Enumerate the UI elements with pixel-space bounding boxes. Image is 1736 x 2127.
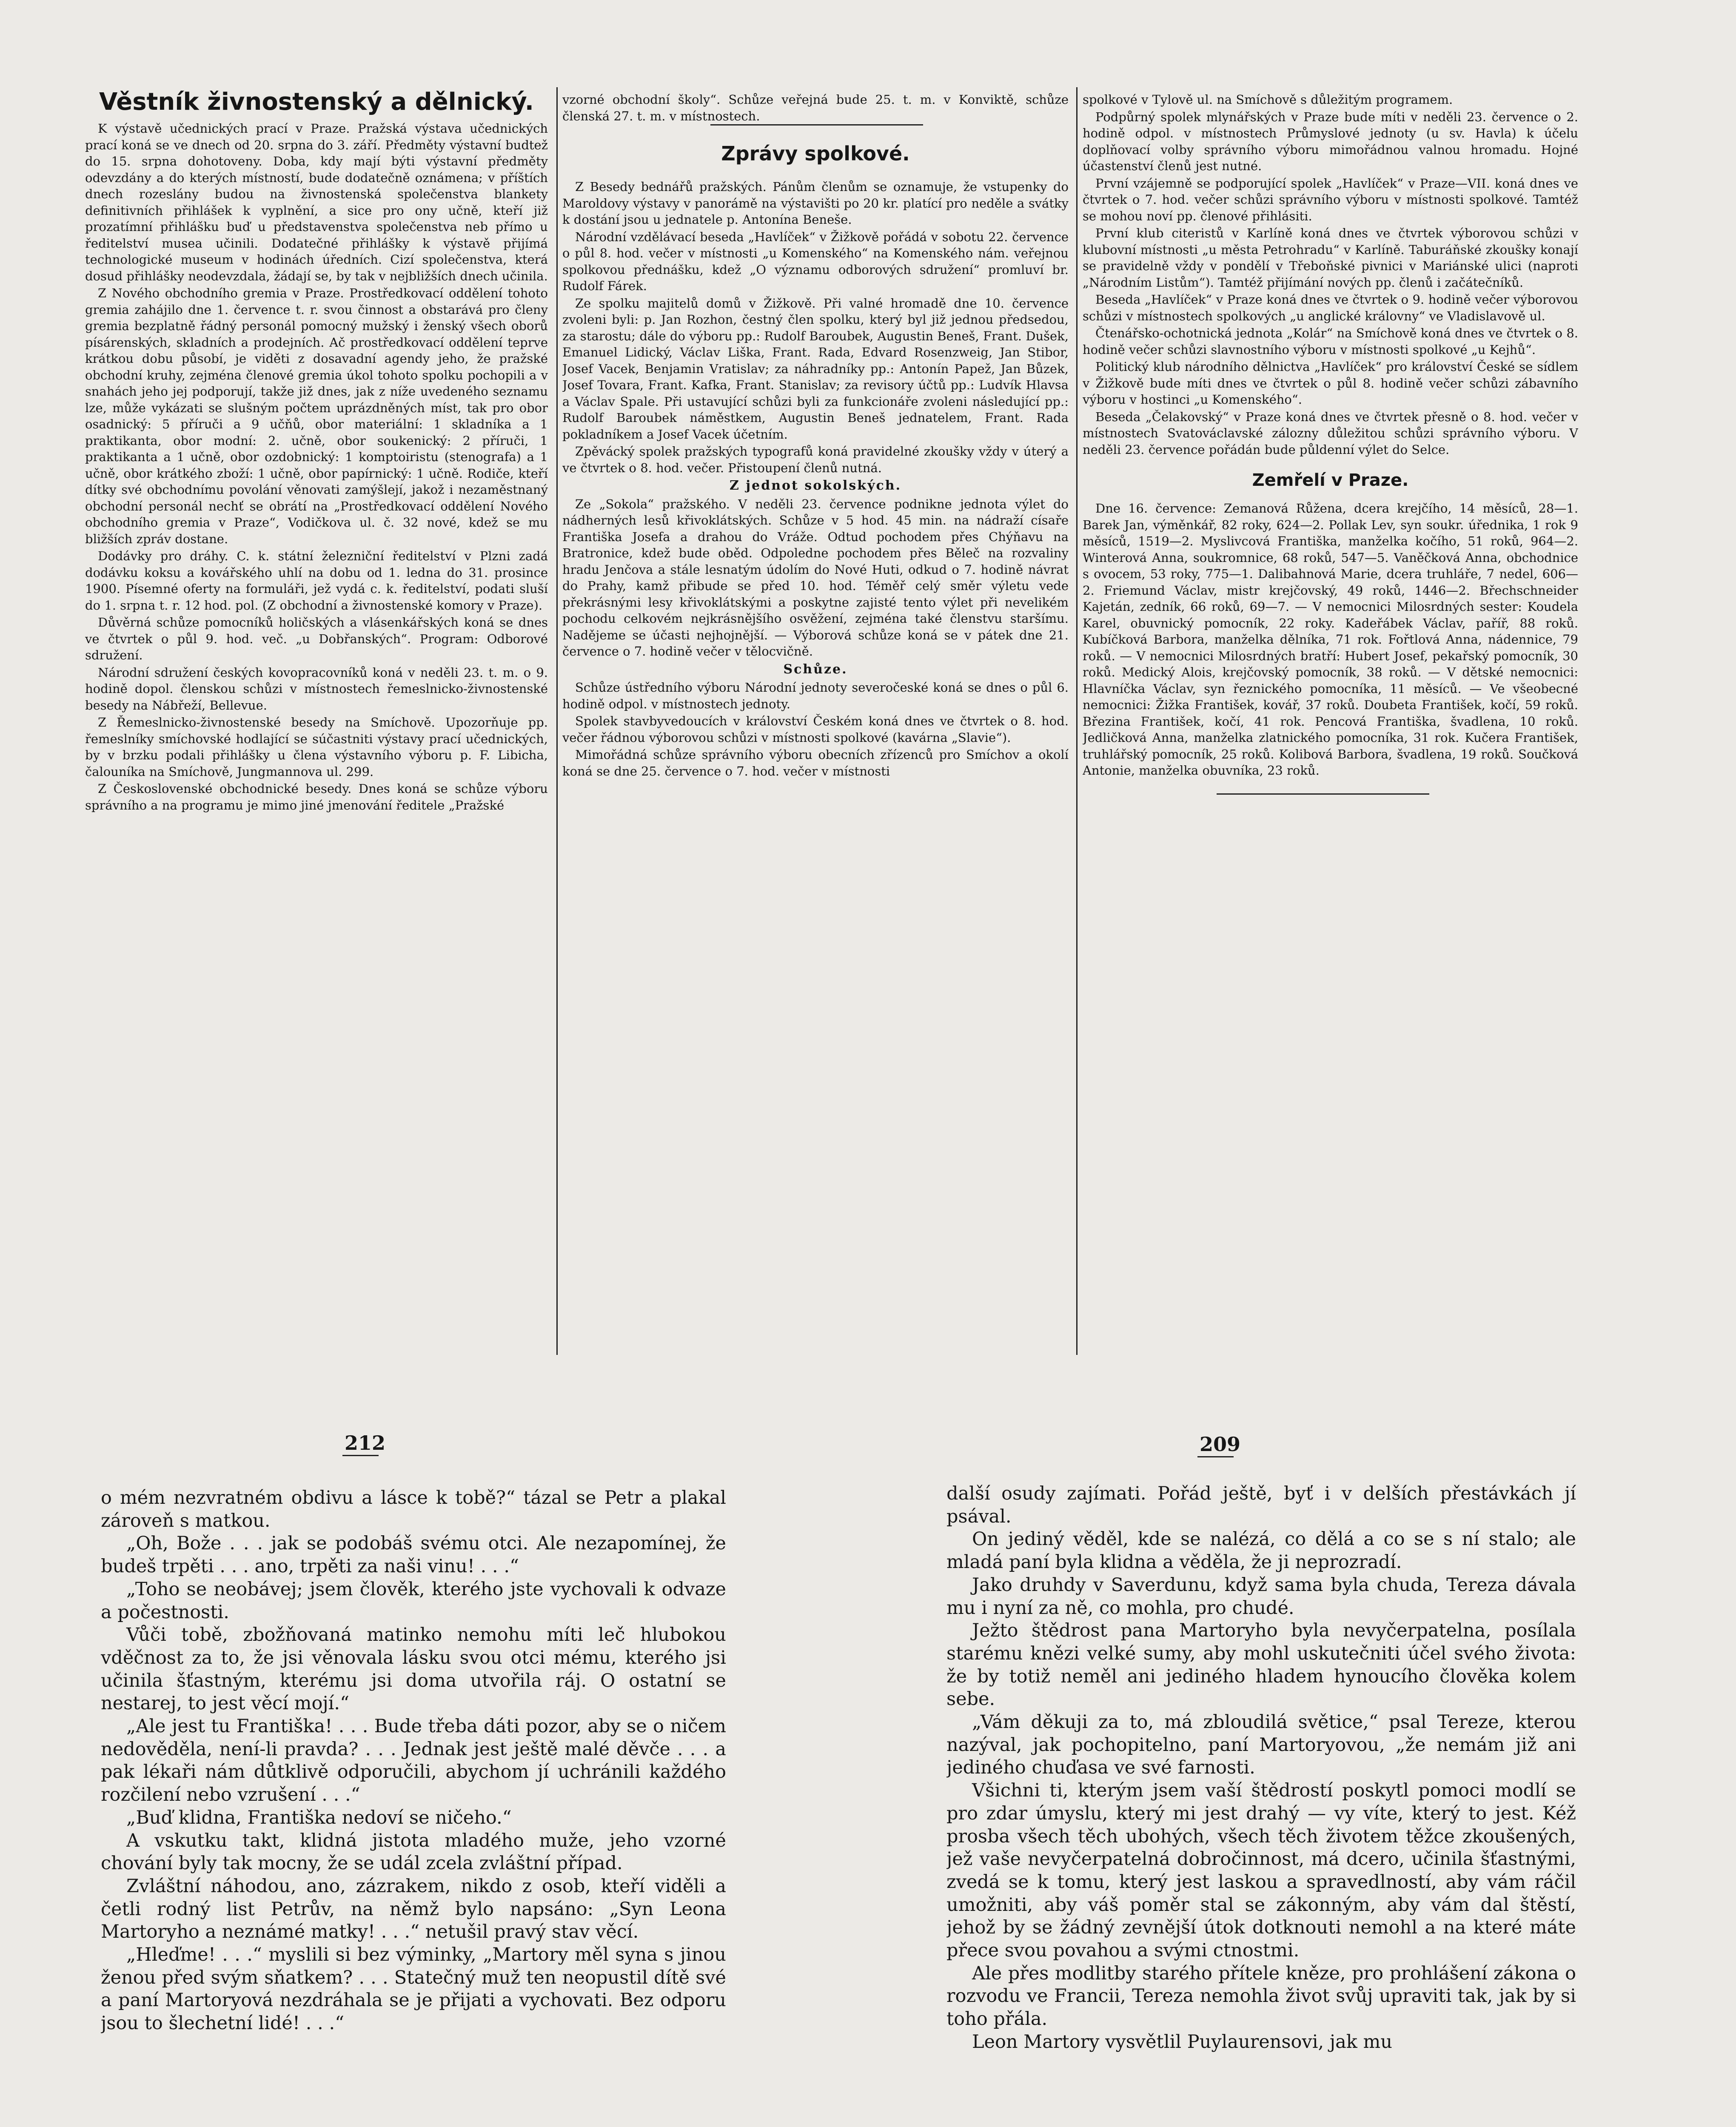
news-paragraph: Spolek stavbyvedoucích v království Českém koná dnes ve čtvrtek o 8. hod. večer řádnou výborovou schůzi v místnosti spolkové (kavárna „Slavie“). [562, 714, 1069, 745]
subsection-heading: Schůze. [783, 661, 848, 677]
section-heading: Zprávy spolkové. [721, 142, 910, 165]
news-paragraph: Z Československé obchodnické besedy. Dnes koná se schůze výboru správního a na programu je mimo jiné jmenování ředitele „Pražské [85, 781, 548, 813]
story-paragraph: Zvláštní náhodou, ano, zázrakem, nikdo z osob, kteří viděli a četli rodný list Petrův, na němž bylo napsáno: „Syn Leona Martoryho a neznámé matky! . . .“ netušil pravý stav věcí. [101, 1875, 726, 1943]
page-number-right: 209 [1200, 1433, 1241, 1456]
story-paragraph: Ale přes modlitby starého přítele kněze, pro prohlášení zákona o rozvodu ve Francii, Tereza nemohla život svůj upraviti tak, jak by si toho přála. [946, 1962, 1576, 2030]
story-paragraph: „Toho se neobávej; jsem člověk, kterého jste vychovali k odvaze a počestnosti. [101, 1578, 726, 1623]
story-paragraph: Všichni ti, kterým jsem vaší štědrostí poskytl pomoci modlí se pro zdar úmyslu, který mi jest drahý — vy víte, který to jest. Kéž prosba všech těch ubohých, všech těch životem těžce zkoušených, jež vaše nevyčerpatelná dobročinnost, má dcero, učinila šťastnými, zvedá se k tomu, který jest laskou a spravedlností, aby vám ráčil umožniti, aby váš poměr stal se zákonným, aby vám dal štěstí, jehož by se žádný zevnější útok dotknouti nemohl a na které máte přece svou povahou a svými ctnostmi. [946, 1780, 1576, 1962]
story-paragraph: On jediný věděl, kde se nalézá, co dělá a co se s ní stalo; ale mladá paní byla klidna a věděla, že ji neprozradí. [946, 1528, 1576, 1573]
news-paragraph: Čtenářsko-ochotnická jednota „Kolár“ na Smíchově koná dnes ve čtvrtek o 8. hodině večer schůzi slavnostního výboru v místnosti spolkové „u Kejhů“. [1083, 326, 1578, 357]
news-paragraph: Politický klub národního dělnictva „Havlíček“ pro království České se sídlem v Žižkově bude míti dnes ve čtvrtek o půl 8. hodině večer schůzi zábavního výboru v hostinci „u Komenského“. [1083, 359, 1578, 407]
news-paragraph: První klub citeristů v Karlíně koná dnes ve čtvrtek výborovou schůzi v klubovní místnosti „u města Petrohradu“ v Karlíně. Taburáňské zkoušky konají se pravidelně vždy v pondělí v Třeboňské pivnici v Mariánské ulici (naproti „Národním Listům“). Tamtéž přijímání nových pp. členů i začátečníků. [1083, 226, 1578, 290]
news-paragraph: Národní vzdělávací beseda „Havlíček“ v Žižkově pořádá v sobotu 22. července o půl 8. hod. večer v místnosti „u Komenského“ na Komenského nám. veřejnou spolkovou přednášku, kdež „O významu odborových sdružení“ promluví br. Rudolf Fárek. [562, 229, 1069, 293]
story-paragraph: „Oh, Bože . . . jak se podobáš svému otci. Ale nezapomínej, že budeš trpěti . . . ano, trpěti za naši vinu! . . .“ [101, 1533, 726, 1577]
news-paragraph: Schůze ústředního výboru Národní jednoty severočeské koná se dnes o půl 6. hodině odpol. v místnostech jednoty. [562, 680, 1069, 711]
story-right-page [946, 1483, 1576, 2127]
news-paragraph: Z Besedy bednářů pražských. Pánům členům se oznamuje, že vstupenky do Maroldovy výstavy v panorámě na výstavišti po 20 kr. platící pro neděle a svátky k dostání jsou u jednatele p. Antonína Beneše. [562, 180, 1069, 227]
subsection-heading: Z jednot sokolských. [729, 478, 902, 493]
story-paragraph: „Ale jest tu Františka! . . . Bude třeba dáti pozor, aby se o ničem nedověděla, není-li pravda? . . . Jednak jest ještě malé děvče . . . a pak lékaři nám důtklivě odporučili, abychom jí uchránili každého rozčilení nebo vzrušení . . .“ [101, 1716, 726, 1806]
page-number-underline [1197, 1456, 1234, 1457]
newspaper-column-2 [562, 91, 1069, 1355]
story-paragraph: Vůči tobě, zbožňovaná matinko nemohu míti leč hlubokou vděčnost za to, že jsi věnovala lásku svou otci mému, kterého jsi učinila šťastným, kterému jsi doma utvořila ráj. O ostatní se nestarej, to jest věcí mojí.“ [101, 1624, 726, 1714]
deaths-list: Dne 16. července: Zemanová Růžena, dcera krejčího, 14 měsíců, 28—1. Barek Jan, výměnkář, 82 roky, 624—2. Pollak Lev, syn soukr. úřednika, 1 rok 9 měsíců, 1519—2. Myslivcová Františka, manželka kočího, 51 roků, 964—2. Winterová Anna, soukromnice, 68 roků, 547—5. Vaněčková Anna, obchodnice s ovocem, 53 roky, 775—1. Dalibahnová Marie, dcera truhláře, 7 nedel, 606—2. Friemund Václav, mistr krejčovský, 49 roků, 1446—2. Břechschneider Kajetán, zedník, 66 roků, 69—7. — V nemocnici Milosrdných sester: Koudela Karel, obuvnický pomocník, 22 roky. Kadeřábek Václav, paříř, 88 roků. Kubíčková Barbora, manželka dělníka, 71 rok. Fořtlová Anna, nádennice, 79 roků. — V nemocnici Milosrdných bratří: Hubert Josef, pekařský pomocník, 30 roků. Medický Alois, krejčovský pomocník, 38 roků. — V dětské nemocnici: Hlavníčka Václav, syn řeznického pomocníka, 11 měsíců. — Ve všeobecné nemocnici: Žižka František, kovář, 37 roků. Doubeta František, kočí, 59 roků. Březina František, kočí, 41 rok. Pencová Františka, švadlena, 10 roků. Jedličková Anna, manželka zlatnického pomocníka, 31 rok. Kučera František, truhlářský pomocník, 25 roků. Kolibová Barbora, švadlena, 19 roků. Součková Antonie, manželka obuvníka, 23 roků. [1083, 501, 1578, 778]
story-paragraph: o mém nezvratném obdivu a lásce k tobě?“ tázal se Petr a plakal zároveň s matkou. [101, 1487, 726, 1531]
news-paragraph: Ze „Sokola“ pražského. V neděli 23. července podnikne jednota výlet do nádherných lesů křivoklátských. Schůze v 5 hod. 45 min. na nádraží císaře Františka Josefa a drahou do Vráže. Odtud pochodem přes Chýňavu na Bratronice, kdež bude oběd. Odpoledne pochodem přes Běleč na rozvaliny hradu Jenčova a stále lesnatým údolím do Nové Huti, odkud o 7. hodině návrat do Prahy, kamž přibude se před 10. hod. Téměř celý směr výletu vede překrásnými lesy křivoklátskými a poskytne zajisté tento výlet při nevelikém pochodu celkovém nejkrásnějšího osvěžení, zejména také členstvu staršímu. Nadějeme se účasti nejhojnější. — Výborová schůze koná se v pátek dne 21. července o 7. hodině večer v tělocvičně. [562, 496, 1069, 659]
column-rule [1076, 87, 1078, 1355]
news-paragraph: Národní sdružení českých kovopracovníků koná v neděli 23. t. m. o 9. hodině dopol. členskou schůzi v místnostech řemeslnicko-živnostenské besedy na Nábřeží, Bellevue. [85, 665, 548, 713]
column-rule [556, 87, 558, 1355]
story-paragraph: další osudy zajímati. Pořád ještě, byť i v delších přestávkách jí psával. [946, 1483, 1576, 1527]
news-paragraphs [85, 120, 548, 813]
story-paragraph: Ježto štědrost pana Martoryho byla nevyčerpatelna, posílala starému knězi velké sumy, aby mohl uskutečniti účel svého života: že by totiž neměl ani jediného hladem hynoucího člověka kolem sebe. [946, 1620, 1576, 1710]
page-number-left: 212 [345, 1431, 386, 1454]
news-paragraph: spolkové v Tylově ul. na Smíchově s důležitým programem. [1083, 92, 1453, 107]
newspaper-column-1 [85, 87, 548, 1355]
story-paragraph: Leon Martory vysvětlil Puylaurensovi, jak mu [972, 2031, 1392, 2053]
news-paragraph: vzorné obchodní školy“. Schůze veřejná bude 25. t. m. v Konviktě, schůze členská 27. t. m. v místnostech. [562, 92, 1069, 123]
news-paragraph: Beseda „Havlíček“ v Praze koná dnes ve čtvrtek o 9. hodině večer výborovou schůzi v místnostech spolkových „u anglické královny“ ve Vladislavově ul. [1083, 292, 1578, 323]
story-paragraph: „Hleďme! . . .“ myslili si bez výminky, „Martory měl syna s jinou ženou před svým sňatkem? . . . Statečný muž ten neopustil dítě své a paní Martoryová nezdráhala se je přijati a vychovati. Bez odporu jsou to šlechetní lidé! . . .“ [101, 1944, 726, 2034]
news-paragraph: Mimořádná schůze správního výboru obecních zřízenců pro Smíchov a okolí koná se dne 25. července o 7. hod. večer v místnosti [562, 747, 1069, 778]
story-paragraph: A vskutku takt, klidná jistota mladého muže, jeho vzorné chování byly tak mocny, že se udál zcela zvláštní případ. [101, 1830, 726, 1874]
news-paragraph: Ze spolku majitelů domů v Žižkově. Při valné hromadě dne 10. července zvoleni byli: p. Jan Rozhon, čestný člen spolku, který byl již jednou předsedou, za starostu; dále do výboru pp.: Rudolf Baroubek, Augustin Beneš, Frant. Dušek, Emanuel Lidický, Václav Liška, Frant. Rada, Edvard Rosenzweig, Jan Stibor, Josef Vacek, Benjamin Vratislav; za náhradníky pp.: Antonín Papež, Jan Bůzek, Josef Tovara, Frant. Kafka, Frant. Stanislav; za revisory účtů pp.: Ludvík Hlavsa a Václav Spale. Při ustavující schůzi byli za funkcionáře zvoleni následující pp.: Rudolf Baroubek náměstkem, Augustin Beneš jednatelem, Frant. Rada pokladníkem a Josef Vacek účetním. [562, 296, 1069, 442]
news-paragraph: Z Nového obchodního gremia v Praze. Prostředkovací oddělení tohoto gremia zahájilo dne 1. července t. r. svou činnost a obstarává pro členy gremia bezplatně řádný personál pomocný mužský i ženský všech oborů písárenských, skladních a prodejních. Ač prostředkovací oddělení teprve krátkou dobu působí, je viděti z dosavadní agendy jeho, že pražské obchodní kruhy, zejména členové gremia úkol tohoto spolku pochopili a v snahách jeho jej podporují, takže již dnes, jak z níže uvedeného seznamu lze, může vykázati se slušným počtem uprázdněných míst, tak pro obor osadnický: 5 příruči a 9 učňů, obor materiální: 1 skladníka a 1 praktikanta, obor modní: 2. učně, obor soukenický: 2 příruči, 1 praktikanta a 1 učně, obor ozdobnický: 1 komptoiristu (stenografa) a 1 učně, obor krátkého zboží: 1 učně, obor papírnický: 1 učně. Rodiče, kteří dítky své obchodnímu povolání věnovati zamýšlejí, jakož i nezaměstnaný obchodní personál nechť se obrátí na „Prostředkovací oddělení Nového obchodního gremia v Praze“, Vodičkova ul. č. 32 nové, kdež se mu bližších zpráv dostane. [85, 286, 548, 546]
news-paragraph: Důvěrná schůze pomocníků holičských a vlásenkářských koná se dnes ve čtvrtek o půl 9. hod. več. „u Dobřanských“. Program: Odborové sdružení. [85, 615, 548, 662]
story-paragraph: „Vám děkuji za to, má zbloudilá světice,“ psal Tereze, kterou nazýval, jak pochopitelno, paní Martoryovou, „že nemám již ani jediného chuďasa ve své farnosti. [946, 1711, 1576, 1779]
news-paragraph: První vzájemně se podporující spolek „Havlíček“ v Praze—VII. koná dnes ve čtvrtek o 7. hod. večer schůzi správního výboru v místnosti spolkové. Tamtéž se mohou noví pp. členové přihlásiti. [1083, 176, 1578, 223]
news-paragraph: Zpěvácký spolek pražských typografů koná pravidelné zkoušky vždy v úterý a ve čtvrtek o 8. hod. večer. Přistoupení členů nutná. [562, 444, 1069, 475]
story-paragraph: „Buď klidna, Františka nedoví se ničeho.“ [126, 1807, 512, 1828]
news-paragraph: Beseda „Čelakovský“ v Praze koná dnes ve čtvrtek přesně o 8. hod. večer v místnostech Svatováclavské zálozny důležitou schůzi správního výboru. V neděli 23. července pořádán bude půldenní výlet do Selce. [1083, 409, 1578, 457]
page-number-underline [342, 1455, 379, 1456]
story-paragraph: Jako druhdy v Saverdunu, když sama byla chuda, Tereza dávala mu i nyní za ně, co mohla, pro chudé. [946, 1574, 1576, 1619]
news-paragraph: Dodávky pro dráhy. C. k. státní železniční ředitelství v Plzni zadá dodávku koksu a kovářského uhlí na dobu od 1. ledna do 31. prosince 1900. Písemné oferty na formuláři, jež vydá c. k. ředitelství, podati sluší do 1. srpna t. r. 12 hod. pol. (Z obchodní a živnostenské komory v Praze). [85, 549, 548, 613]
news-paragraph: Z Řemeslnicko-živnostenské besedy na Smíchově. Upozorňuje pp. řemeslníky smíchovské hodlající se súčastniti výstavy prací učednických, by v brzku podali přihlášky u člena výstavního výboru p. F. Libicha, čalouníka na Smíchově, Jungmannova ul. 299. [85, 715, 548, 779]
news-paragraph: K výstavě učednických prací v Praze. Pražská výstava učednických prací koná se ve dnech od 20. srpna do 3. září. Předměty výstavní budtež do 15. srpna dohotoveny. Doba, kdy mají býti výstavní předměty odevzdány a do kterých místností, bude dodatečně oznámena; v příštích dnech rozeslány budou na živnostenská společenstva blankety definitivních přihlášek k vyplnění, a sice pro ony učně, kteří již prozatímní přihlášku buď u představenstva společenstva neb přímo u ředitelství musea učinili. Dodatečné přihlášky k výstavě přijímá technologické museum v hodinách úředních. Cizí společenstva, která dosud přihlášky neodevzdala, žádají se, by tak v nejbližších dnech učinila. [85, 121, 548, 283]
story-left-page [101, 1487, 726, 2127]
news-paragraph: Podpůrný spolek mlynářských v Praze bude míti v neděli 23. července o 2. hodině odpol. v místnostech Průmyslové jednoty (u sv. Havla) k účelu doplňovací volby správního výboru mimořádnou valnou hromadu. Hojné účastenství členů jest nutné. [1083, 109, 1578, 173]
newspaper-column-3 [1083, 91, 1578, 1355]
section-heading: Zemřelí v Praze. [1252, 470, 1409, 490]
column-heading: Věstník živnostenský a dělnický. [99, 88, 534, 116]
